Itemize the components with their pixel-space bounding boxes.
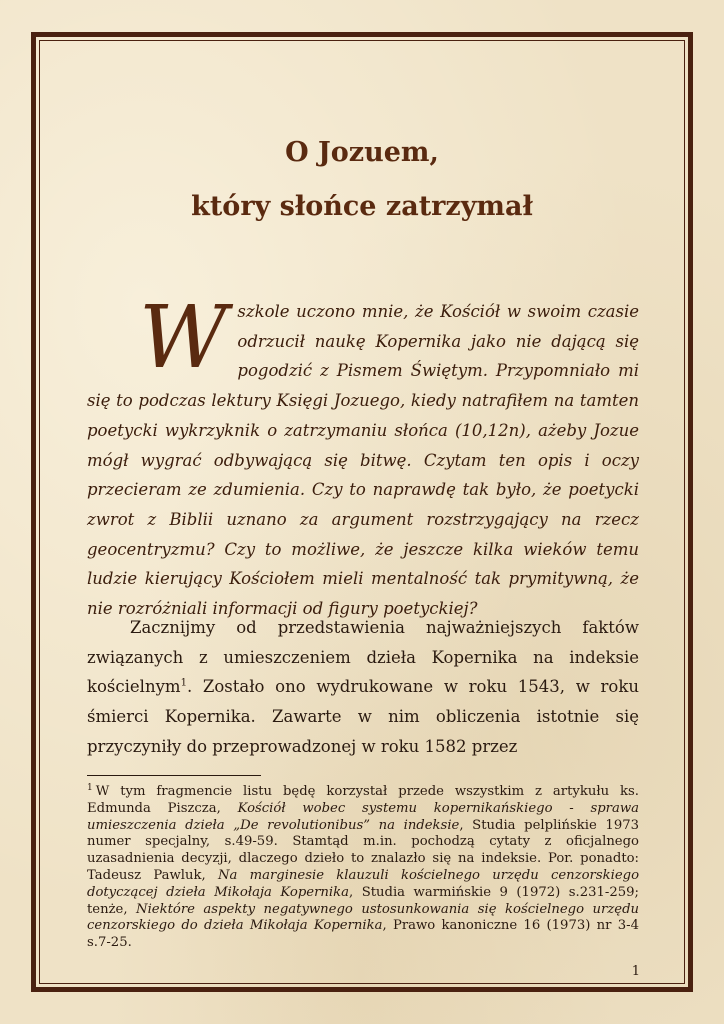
footnote-text-1: W tym fragmencie listu będę korzystał przede wszystkim z artykułu ks. Edmunda Piszcza, <box>87 784 639 816</box>
footnote-text-2: , Studia pelplińskie 1973 numer specjalny, s.49-59. Stamtąd m.in. pochodzą cytaty z oficjalnego uzasadnienia decyzji, dlaczego dzieło to znalazło się na indeksie. Por. ponadto: Tadeusz Pawluk, <box>87 817 639 883</box>
footnote-citation-1: Kościół wobec systemu kopernikańskiego - sprawa umieszczenia dzieła „De revolutionibus” na indeksie <box>87 800 639 833</box>
footnote-text-3: , Studia warmińskie 9 (1972) s.231-259; tenże, <box>87 884 639 917</box>
title-line-1: O Jozuem, <box>285 137 439 168</box>
body-text-part-1: Zacznijmy od przedstawienia najważniejszych faktów związanych z umieszczeniem dzieła Kopernika na indeksie kościelnym <box>87 618 639 697</box>
footnote-text-4: , Prawo kanoniczne 16 (1973) nr 3-4 s.7-25. <box>87 918 639 951</box>
drop-cap: W <box>139 288 228 388</box>
footnote-divider <box>87 775 261 776</box>
body-text-part-2: . Zostało ono wydrukowane w roku 1543, w roku śmierci Kopernika. Zawarte w nim obliczenia istotnie się przyczyniły do przeprowadzonej w roku 1582 przez <box>87 677 639 756</box>
title-line-2: który słońce zatrzymał <box>191 191 533 222</box>
intro-text: szkole uczono mnie, że Kościół w swoim czasie odrzucił naukę Kopernika jako nie dającą się pogodzić z Pismem Świętym. Przypomniało mi się to podczas lektury Księgi Jozuego, kiedy natrafiłem na tamten poetycki wykrzyknik o zatrzymaniu słońca (10,12n), ażeby Jozue mógł wygrać odbywającą się bitwę. Czytam ten opis i oczy przecieram ze zdumienia. Czy to naprawdę tak było, że poetycki zwrot z Biblii uznano za argument rozstrzygający na rzecz geocentryzmu? Czy to możliwe, że jeszcze kilka wieków temu ludzie kierujący Kościołem mieli mentalność tak prymitywną, że nie rozróżniali informacji od figury poetyckiej? <box>87 302 639 619</box>
body-paragraph <box>87 613 639 762</box>
footnote-citation-3: Niektóre aspekty negatywnego ustosunkowania się kościelnego urzędu cenzorskiego do dzieła Mikołaja Kopernika <box>87 901 640 934</box>
footnote-number: 1 <box>87 782 93 793</box>
footnote <box>87 784 639 952</box>
page-number: 1 <box>631 964 640 979</box>
footnote-reference[interactable]: 1 <box>180 677 187 689</box>
intro-paragraph <box>87 288 639 624</box>
footnote-citation-2: Na marginesie klauzuli kościelnego urzędu cenzorskiego dotyczącej dzieła Mikołaja Kopernika <box>87 867 640 900</box>
